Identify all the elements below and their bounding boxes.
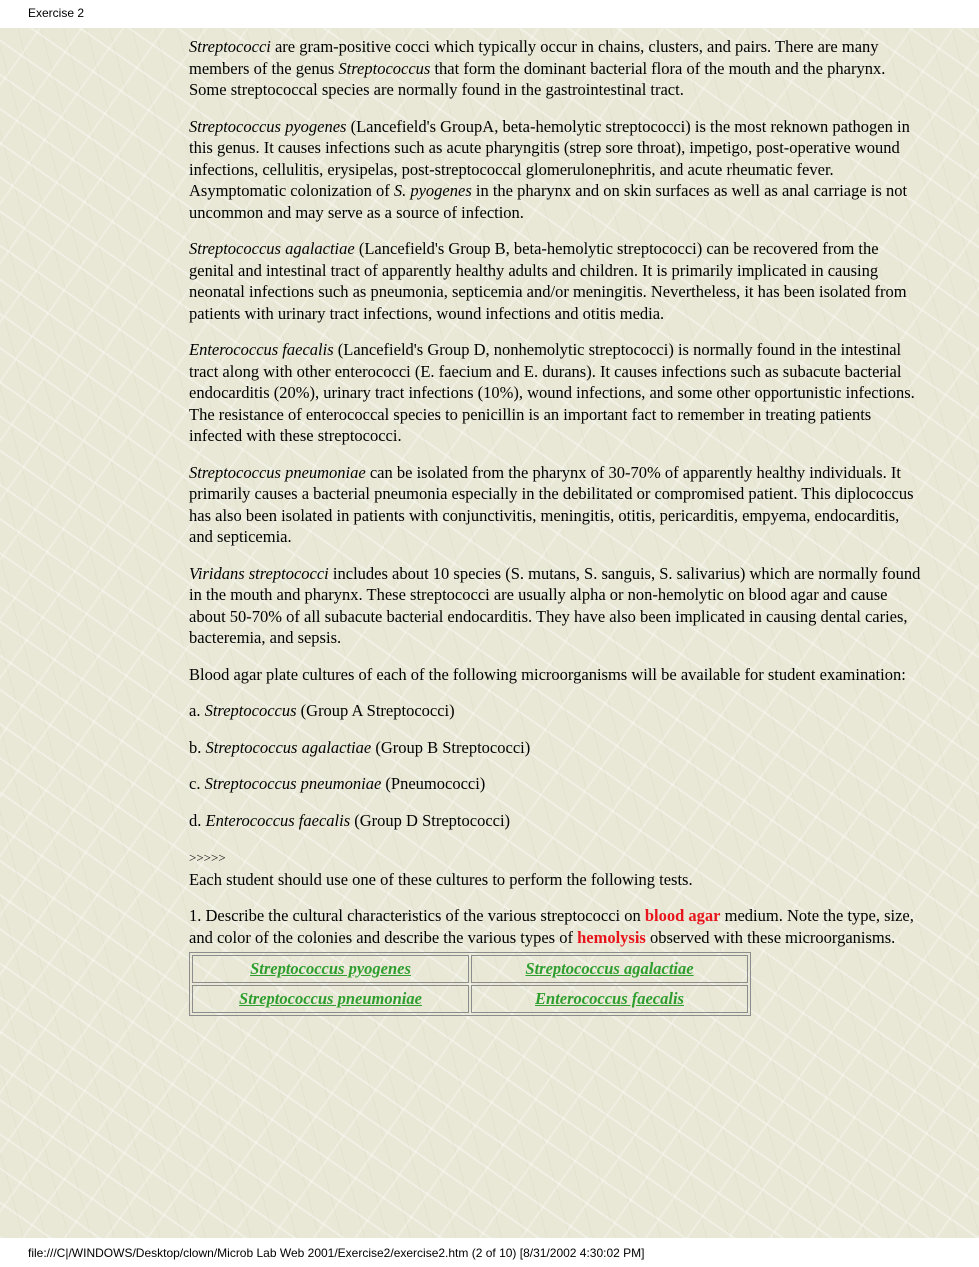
- list-suffix: (Group B Streptococci): [371, 737, 531, 757]
- species-name: Streptococcus agalactiae: [189, 239, 355, 258]
- task-text: observed with these microorganisms.: [645, 927, 896, 947]
- species-name: S. pyogenes: [393, 181, 472, 200]
- paragraph-pyogenes: [189, 116, 924, 224]
- paragraph-text: can be isolated from the pharynx of 30-70% of apparently healthy individuals. It primarily causes a bacterial pneumonia especially in the debilitated or compromised patient. This diplococcus has also been isolated in patients with conjunctivitis, meningitis, otitis, pericarditis, empyema, endocarditis, and septicemia.: [189, 462, 914, 546]
- list-suffix: (Group D Streptococci): [350, 810, 511, 830]
- main-content: [189, 36, 924, 1016]
- link-streptococcus-agalactiae[interactable]: Streptococcus agalactiae: [525, 959, 694, 979]
- paragraph-viridans: [189, 563, 924, 649]
- species-name: Viridans streptococci: [189, 563, 329, 583]
- paragraph-agalactiae: [189, 238, 924, 324]
- instruction-block: [189, 846, 924, 890]
- table-row: [192, 955, 748, 983]
- link-streptococcus-pneumoniae[interactable]: Streptococcus pneumoniae: [239, 989, 422, 1009]
- paragraph-text: (Lancefield's Group D, nonhemolytic streptococci) is normally found in the intestinal tract along with other enterococci (E. faecium and E. durans). It causes infections such as subacute bacterial endocarditis (20%), urinary tract infections (10%), wound infections, and some other opportunistic infections. The resistance of enterococcal species to penicillin is an important fact to remember in treating patients infected with these streptococci.: [189, 340, 915, 445]
- list-prefix: c.: [189, 774, 205, 793]
- paragraph-pneumoniae: [189, 462, 924, 548]
- task-text: 1. Describe the cultural characteristics of the various streptococci on: [189, 906, 645, 925]
- species-name: Streptococci: [189, 37, 271, 56]
- instruction-text: Each student should use one of these cultures to perform the following tests.: [189, 869, 693, 889]
- table-cell: [471, 985, 748, 1013]
- list-item: [189, 810, 924, 832]
- table-cell: [192, 955, 469, 983]
- organism-links-table: [189, 952, 751, 1016]
- paragraph-text: are gram-positive cocci which typically occur in chains, clusters, and pairs. There are many members of the genus: [189, 37, 879, 78]
- list-prefix: d.: [189, 810, 206, 830]
- species-name: Enterococcus faecalis: [189, 340, 334, 359]
- species-name: Streptococcus pyogenes: [189, 116, 347, 136]
- species-name: Streptococcus: [204, 701, 297, 720]
- print-footer-url: file:///C|/WINDOWS/Desktop/clown/Microb Lab Web 2001/Exercise2/exercise2.htm (2 of 10) [8/31/2002 4:30:02 PM]: [28, 1246, 645, 1260]
- page-title: Exercise 2: [28, 6, 85, 20]
- list-prefix: a.: [189, 701, 205, 720]
- arrow-marker: >>>>>: [189, 850, 226, 865]
- keyword-blood-agar: blood agar: [644, 906, 721, 925]
- paragraph-text: includes about 10 species (S. mutans, S. sanguis, S. salivarius) which are normally found in the mouth and pharynx. These streptococci are usually alpha or non-hemolytic on blood agar and cause about 50-70% of all subacute bacterial endocarditis. They have also been implicated in causing dental caries, bacteremia, and sepsis.: [189, 563, 921, 647]
- species-name: Streptococcus: [338, 58, 431, 78]
- keyword-hemolysis: hemolysis: [577, 927, 646, 947]
- print-header: [0, 0, 979, 28]
- paragraph-faecalis: [189, 339, 924, 447]
- list-item: [189, 737, 924, 759]
- paragraph-text: that form the dominant bacterial flora of the mouth and the pharynx. Some streptococcal species are normally found in the gastrointestinal tract.: [189, 58, 886, 99]
- species-name: Streptococcus pneumoniae: [189, 462, 366, 482]
- paragraph-text: in the pharynx and on skin surfaces as well as anal carriage is not uncommon and may serve as a source of infection.: [189, 181, 908, 222]
- list-prefix: b.: [189, 737, 206, 757]
- species-name: Streptococcus agalactiae: [205, 737, 372, 757]
- paragraph-text: (Lancefield's Group B, beta-hemolytic streptococci) can be recovered from the genital and intestinal tract of apparently healthy adults and children. It is primarily implicated in causing neonatal infections such as pneumonia, septicemia and/or meningitis. Nevertheless, it has been isolated from patients with urinary tract infections, wound infections and otitis media.: [189, 239, 907, 323]
- table-cell: [471, 955, 748, 983]
- paragraph-cultures: Blood agar plate cultures of each of the following microorganisms will be available for student examination:: [189, 664, 906, 684]
- list-item: [189, 773, 924, 795]
- species-name: Enterococcus faecalis: [205, 810, 351, 830]
- list-suffix: (Pneumococci): [381, 774, 486, 793]
- task-1: [189, 905, 924, 948]
- table-cell: [192, 985, 469, 1013]
- list-item: [189, 700, 924, 722]
- task-text: medium. Note the type, size, and color of the colonies and describe the various types of: [189, 906, 914, 947]
- paragraph-text: (Lancefield's GroupA, beta-hemolytic streptococci) is the most reknown pathogen in this genus. It causes infections such as acute pharyngitis (strep sore throat), impetigo, post-operative wound infections, cellulitis, erysipelas, post-streptococcal glomerulonephritis, and acute rheumatic fever. Asymptomatic colonization of: [189, 116, 910, 200]
- link-enterococcus-faecalis[interactable]: Enterococcus faecalis: [535, 989, 684, 1009]
- list-suffix: (Group A Streptococci): [296, 701, 455, 720]
- paragraph-streptococci: [189, 36, 924, 101]
- species-name: Streptococcus pneumoniae: [204, 774, 382, 793]
- link-streptococcus-pyogenes[interactable]: Streptococcus pyogenes: [250, 959, 411, 979]
- table-row: [192, 985, 748, 1013]
